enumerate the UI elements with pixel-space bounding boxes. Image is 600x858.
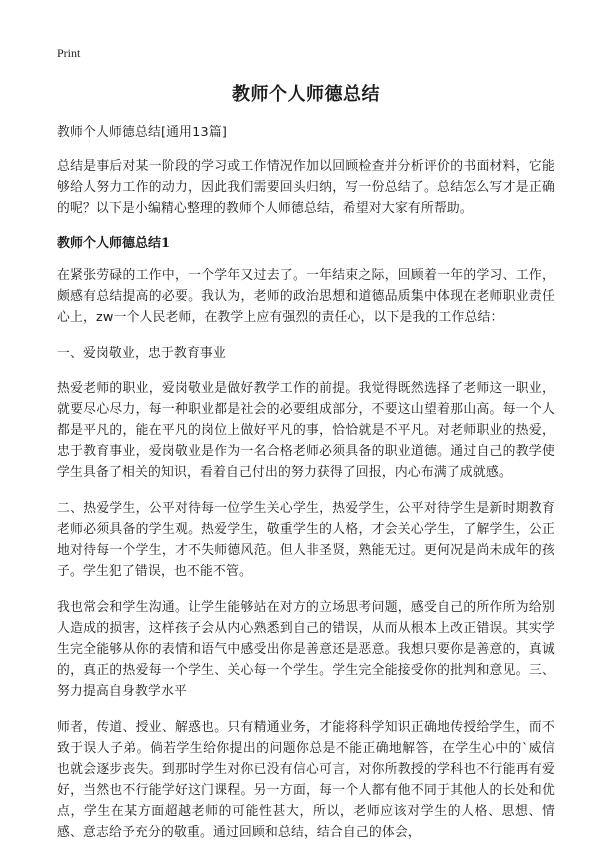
paragraph-love-students: 二、热爱学生，公平对待每一位学生关心学生，热爱学生，公平对待学生是新时期教育老师必须具备的学生观。热爱学生，敬重学生的人格，才会关心学生，了解学生，公正地对待每一个学生，才不失师德风范。但人非圣贤，熟能无过。更何况是尚未成年的孩子。学生犯了错误，也不能不管。 <box>57 501 555 579</box>
section-heading: 教师个人师德总结1 <box>57 236 171 251</box>
paragraph-love-career: 热爱老师的职业，爱岗敬业是做好教学工作的前提。我觉得既然选择了老师这一职业，就要尽心尽力，每一种职业都是社会的必要组成部分，不要这山望着那山高。每一个人都是平凡的，能在平凡的岗位上做好平凡的事，恰恰就是不平凡。对老师职业的热爱，忠于教育事业，爱岗敬业是作为一名合格老师必须具备的职业道德。通过自己的教学使学生具备了相关的知识，看着自己付出的努力获得了回报，内心布满了成就感。 <box>57 381 555 480</box>
paragraph-opening: 在紧张劳碌的工作中，一个学年又过去了。一年结束之际，回顾着一年的学习、工作，颇感有总结提高的必要。我认为，老师的政治思想和道德品质集中体现在老师职业责任心上，zw一个人民老师，在教学上应有强烈的责任心，以下是我的工作总结： <box>57 268 555 325</box>
paragraph-teaching-level: 师者，传道、授业、解惑也。只有精通业务，才能将科学知识正确地传授给学生，而不致于误人子弟。倘若学生给你提出的问题你总是不能正确地解答，在学生心中的`威信也就会逐步丧失。到那时学生对你已没有信心可言，对你所教授的学科也不行能再有爱好，当然也不行能学好这门课程。另一方面，每一个人都有他不同于其他人的长处和优点，学生在某方面超越老师的可能性甚大，所以，老师应该对学生的人格、思想、情感、意志给予充分的敬重。通过回顾和总结，结合自己的体会， <box>57 720 555 840</box>
document-body <box>57 80 555 858</box>
point-heading-1: 一、爱岗敬业，忠于教育事业 <box>57 346 226 361</box>
document-title: 教师个人师德总结 <box>232 84 380 105</box>
intro-paragraph: 总结是事后对某一阶段的学习或工作情况作加以回顾检查并分析评价的书面材料，它能够给人努力工作的动力，因此我们需要回头归纳，写一份总结了。总结怎么写才是正确的呢？以下是小编精心整理的教师个人师德总结，希望对大家有所帮助。 <box>57 159 555 216</box>
document-subtitle: 教师个人师德总结[通用13篇] <box>57 125 228 140</box>
paragraph-communication: 我也常会和学生沟通。让学生能够站在对方的立场思考问题，感受自己的所作所为给别人造成的损害，这样孩子会从内心熟悉到自己的错误，从而从根本上改正错误。其实学生完全能够从你的表情和语气中感受出你是善意还是恶意。我想只要你是善意的，真诚的，真正的热爱每一个学生、关心每一个学生。学生完全能接受你的批判和意见。三、努力提高自身教学水平 <box>57 600 555 699</box>
print-link[interactable]: Print <box>57 46 81 60</box>
